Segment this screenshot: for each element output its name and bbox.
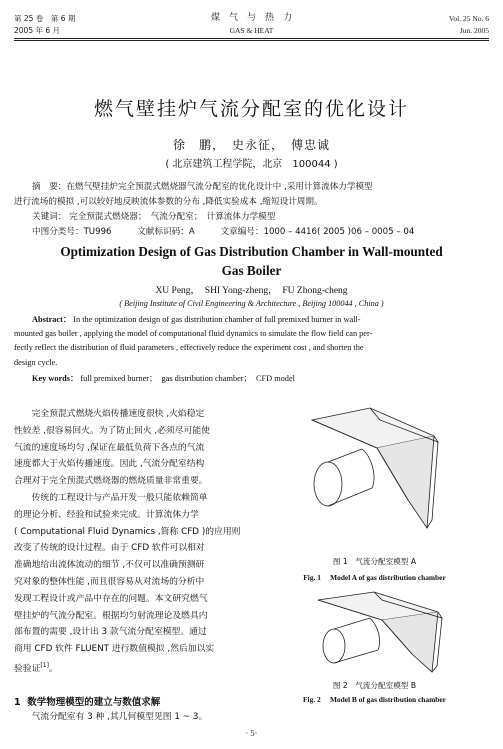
authors-en: XU Peng， SHI Yong-zheng， FU Zhong-cheng — [155, 286, 348, 296]
abstract-cn-label: 摘 要： — [32, 182, 67, 192]
section-title: 数学物理模型的建立与数值求解 — [27, 697, 161, 708]
p2-line: 壁挂炉的气流分配室。根据均匀射流理论及燃具内 — [14, 610, 208, 621]
figure-2-caption-en: Fig. 2 Model B of gas distribution chamber — [303, 695, 446, 704]
figure-1-diagram — [262, 402, 487, 537]
abstract-en-label: Abstract： — [32, 315, 72, 324]
p2-line: 发现工程设计或产品中存在的问题。本文研究燃气 — [14, 593, 208, 604]
keywords-cn-label: 关键词： — [32, 212, 67, 222]
header-date: 2005 年 6 月 — [14, 26, 61, 35]
figure-2-diagram — [262, 588, 487, 680]
abstract-en-line2: mounted gas boiler , applying the model of computational fluid dynamics to simulate the flow field can per- — [14, 329, 373, 338]
p2-last-line — [14, 658, 250, 678]
keywords-en-text: full premixed burner； gas distribution chamber； CFD model — [80, 374, 295, 383]
p2-line-end: 。 — [48, 663, 58, 674]
section-heading — [14, 694, 160, 708]
p1-line: 速度都大于火焰传播速度。因此 ,气流分配室结构 — [14, 459, 205, 470]
affiliation-en: ( Beijing Institute of Civil Engineering & Architecture , Beijing 100044 , China ) — [119, 299, 384, 308]
keywords-en-label: Key words： — [32, 374, 79, 383]
authors-cn: 徐 鹏， 史永征， 傅忠诚 — [172, 138, 330, 152]
header-rule-bottom — [14, 40, 489, 41]
header-volume-en: Vol. 25 No. 6 — [448, 14, 489, 23]
p2-line: 验验证 — [14, 663, 41, 674]
p1-line: 完全预混式燃烧火焰传播速度很快 ,火焰稳定 — [14, 409, 205, 419]
p2-line: 究对象的整体性能 ,而且很容易从对流场的分析中 — [14, 576, 205, 587]
paper-title-cn: 燃气壁挂炉气流分配室的优化设计 — [93, 98, 409, 120]
header-rule-top — [14, 38, 489, 39]
header-date-en: Jun. 2005 — [459, 26, 489, 35]
title-en-line2: Gas Boiler — [221, 263, 282, 278]
figure-2-caption-cn: 图 2 气流分配室模型 B — [332, 681, 417, 690]
p2-line: 准确地给出流体流动的细节 ,不仅可以准确预测研 — [14, 560, 205, 571]
affiliation-cn: ( 北京建筑工程学院，北京 100044 ) — [165, 159, 338, 170]
abstract-cn-line1: 在燃气壁挂炉完全预混式燃烧器气流分配室的优化设计中 ,采用计算流体力学模型 — [66, 182, 373, 192]
abstract-en-line3: fectly reflect the distribution of fluid parameters , effectively reduce the experiment cost , and shorten the — [14, 343, 364, 352]
p1-line: 气流的速度场均匀 ,保证在最低负荷下各点的气流 — [14, 442, 205, 453]
paper-title-en — [30, 242, 473, 280]
abstract-en-line4: design cycle. — [14, 358, 58, 367]
figure-1-caption-en: Fig. 1 Model A of gas distribution chamber — [303, 573, 446, 582]
title-en-line1: Optimization Design of Gas Distribution Chamber in Wall-mounted — [60, 244, 443, 259]
abstract-en — [32, 313, 492, 328]
body-paragraph-3: 气流分配室有 3 种 ,其几何模型见图 1 ~ 3。 — [14, 712, 208, 722]
keywords-en — [32, 372, 492, 387]
p2-line: 传统的工程设计与产品开发一般只能依赖简单 — [14, 493, 208, 503]
abstract-en-line1: In the optimization design of gas distribution chamber of full premixed burner in wall- — [73, 315, 361, 324]
body-paragraph-2 — [14, 490, 250, 678]
p2-line: ( Computational Fluid Dynamics ,简称 CFD )的应用则 — [14, 526, 241, 537]
keywords-cn-text: 完全预混式燃烧器； 气流分配室； 计算流体力学模型 — [69, 212, 276, 222]
body-paragraph-1 — [14, 406, 250, 490]
header-journal-en: GAS & HEAT — [229, 26, 274, 35]
p2-line: 商用 CFD 软件 FLUENT 进行数值模拟 ,然后加以实 — [14, 644, 215, 655]
abstract-cn-line2: 进行流场的模拟 ,可以较好地反映流体参数的分布 ,降低实验成本 ,缩短设计周期。 — [14, 197, 323, 207]
p2-line: 部布置的需要 ,设计出 3 款气流分配室模型。通过 — [14, 627, 207, 638]
header-journal: 煤 气 与 热 力 — [210, 13, 292, 23]
p2-line: 改变了传统的设计过程。由于 CFD 软件可以相对 — [14, 543, 205, 554]
page-number: · 5· — [245, 728, 258, 738]
classification-info: 中图分类号：TU996 文献标识码：A 文章编号：1000 – 4416( 2005 )06 – 0005 – 04 — [32, 227, 415, 237]
p2-line: 的理论分析、经验和试验来完成。计算流体力学 — [14, 509, 199, 520]
header-volume: 第 25 卷 第 6 期 — [14, 14, 76, 23]
p1-line: 性较差 ,很容易回火。为了防止回火 ,必须尽可能使 — [14, 425, 210, 436]
abstract-cn — [32, 180, 492, 195]
section-number: 1 — [14, 697, 21, 708]
figure-1-caption-cn: 图 1 气流分配室模型 A — [332, 557, 417, 566]
p1-line: 合理对于完全预混式燃烧器的燃烧质量非常重要。 — [14, 476, 208, 487]
citation-ref[interactable]: [1] — [40, 661, 49, 669]
keywords-cn — [32, 210, 492, 225]
